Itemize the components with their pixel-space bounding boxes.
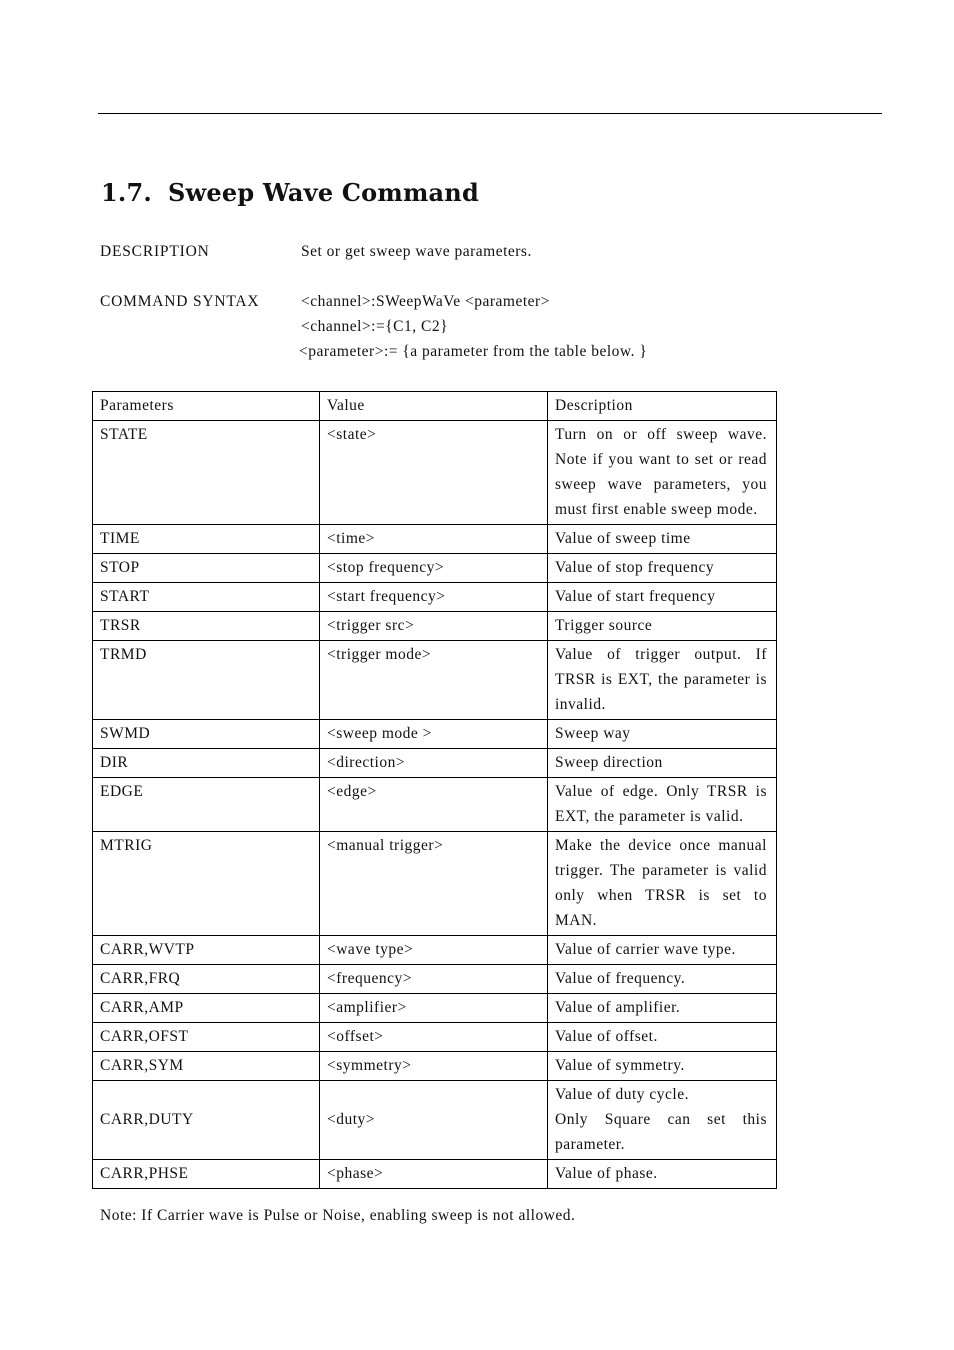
value-cell: <wave type> [320,936,548,965]
description-cell: Value of carrier wave type. [548,936,777,965]
value-cell: <trigger src> [320,612,548,641]
header-value: Value [320,392,548,421]
value-cell: <start frequency> [320,583,548,612]
param-cell: START [93,583,320,612]
value-cell: <stop frequency> [320,554,548,583]
param-cell: DIR [93,749,320,778]
table-row [93,1023,777,1052]
value-cell: <offset> [320,1023,548,1052]
description-cell: Make the device once manual trigger. The parameter is valid only when TRSR is set to MAN. [548,832,777,936]
section-number: 1.7. [101,178,152,207]
description-cell [548,1081,777,1160]
table-row [93,832,777,936]
param-cell: TRSR [93,612,320,641]
syntax-label: COMMAND SYNTAX [100,293,260,310]
param-cell: EDGE [93,778,320,832]
value-cell: <time> [320,525,548,554]
footnote: Note: If Carrier wave is Pulse or Noise, enabling sweep is not allowed. [100,1207,576,1224]
description-cell: Value of offset. [548,1023,777,1052]
description-cell: Value of frequency. [548,965,777,994]
table-row [93,936,777,965]
param-cell: CARR,WVTP [93,936,320,965]
table-row [93,749,777,778]
table-row [93,1081,777,1160]
description-cell: Value of symmetry. [548,1052,777,1081]
description-cell: Value of trigger output. If TRSR is EXT, the parameter is invalid. [548,641,777,720]
param-cell: CARR,SYM [93,1052,320,1081]
description-cell: Value of stop frequency [548,554,777,583]
description-text: Set or get sweep wave parameters. [301,243,532,260]
param-cell: CARR,OFST [93,1023,320,1052]
param-cell: CARR,FRQ [93,965,320,994]
description-cell: Value of edge. Only TRSR is EXT, the parameter is valid. [548,778,777,832]
table-row [93,641,777,720]
header-rule [98,113,882,114]
table-row [93,1160,777,1189]
parameters-table [92,391,777,1189]
syntax-line: <channel>:SWeepWaVe <parameter> [301,293,550,310]
table-row [93,583,777,612]
param-cell: TRMD [93,641,320,720]
param-cell: CARR,DUTY [93,1081,320,1160]
description-cell: Value of start frequency [548,583,777,612]
param-cell: STATE [93,421,320,525]
table-row [93,720,777,749]
description-cell: Trigger source [548,612,777,641]
description-cell: Turn on or off sweep wave. Note if you want to set or read sweep wave parameters, you must first enable sweep mode. [548,421,777,525]
header-description: Description [548,392,777,421]
value-cell: <sweep mode > [320,720,548,749]
param-cell: CARR,AMP [93,994,320,1023]
description-cell: Sweep direction [548,749,777,778]
table-row [93,554,777,583]
section-heading [101,178,479,207]
value-cell: <state> [320,421,548,525]
param-cell: TIME [93,525,320,554]
value-cell: <symmetry> [320,1052,548,1081]
header-parameters: Parameters [93,392,320,421]
value-cell: <direction> [320,749,548,778]
table-row [93,421,777,525]
table-row [93,1052,777,1081]
syntax-line: <parameter>:= {a parameter from the table below. } [299,343,648,360]
description-label: DESCRIPTION [100,243,210,260]
table-row [93,994,777,1023]
description-cell: Value of phase. [548,1160,777,1189]
param-cell: CARR,PHSE [93,1160,320,1189]
value-cell: <duty> [320,1081,548,1160]
param-cell: STOP [93,554,320,583]
value-cell: <edge> [320,778,548,832]
value-cell: <trigger mode> [320,641,548,720]
value-cell: <amplifier> [320,994,548,1023]
value-cell: <manual trigger> [320,832,548,936]
description-line: Value of duty cycle. [555,1086,689,1103]
table-row [93,612,777,641]
param-cell: MTRIG [93,832,320,936]
value-cell: <phase> [320,1160,548,1189]
description-cell: Sweep way [548,720,777,749]
description-cell: Value of amplifier. [548,994,777,1023]
syntax-line: <channel>:={C1, C2} [301,318,449,335]
description-cell: Value of sweep time [548,525,777,554]
table-row [93,525,777,554]
description-line: Only Square can set this parameter. [555,1111,767,1153]
value-cell: <frequency> [320,965,548,994]
table-row [93,965,777,994]
table-header-row [93,392,777,421]
param-cell: SWMD [93,720,320,749]
section-title: Sweep Wave Command [168,178,479,207]
table-row [93,778,777,832]
